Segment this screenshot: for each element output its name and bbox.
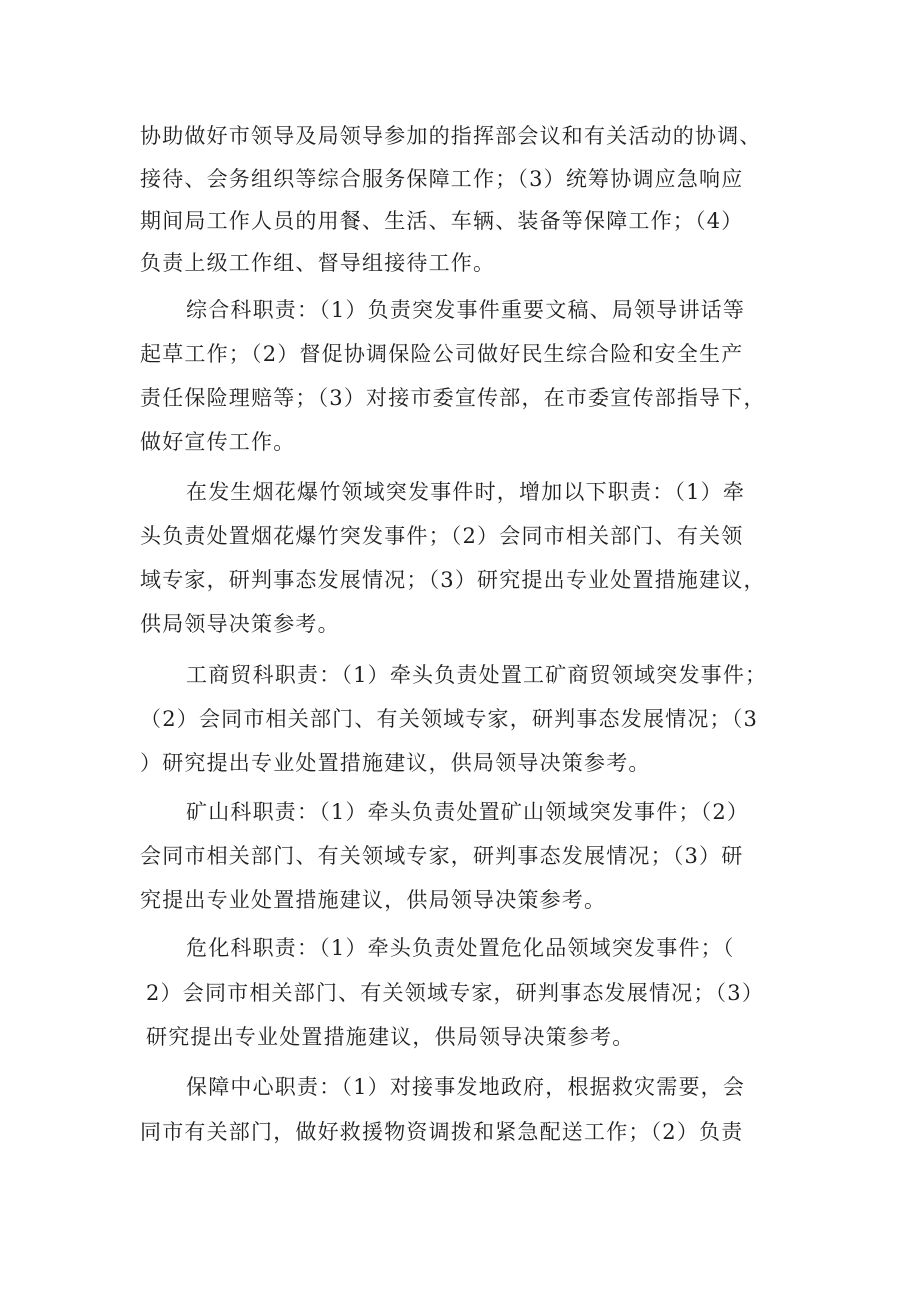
- text-line: 做好宣传工作。: [140, 430, 296, 454]
- paragraph-first-line: 工商贸科职责：（1）牵头负责处置工矿商贸领域突发事件；: [186, 663, 768, 687]
- paragraph-first-line: 危化科职责：（1）牵头负责处置危化品领域突发事件；（: [186, 936, 735, 960]
- text-line: 期间局工作人员的用餐、生活、车辆、装备等保障工作；（4）: [140, 209, 744, 233]
- text-line: 接待、会务组织等综合服务保障工作；（3）统筹协调应急响应: [140, 167, 744, 191]
- text-line: 负责上级工作组、督导组接待工作。: [140, 251, 496, 275]
- text-line: ）研究提出专业处置措施建议，供局领导决策参考。: [140, 751, 651, 775]
- paragraph-first-line: 保障中心职责：（1）对接事发地政府，根据救灾需要，会: [186, 1075, 746, 1099]
- text-line: 同市有关部门，做好救援物资调拨和紧急配送工作；（2）负责: [140, 1120, 744, 1144]
- paragraph-first-line: 综合科职责：（1）负责突发事件重要文稿、局领导讲话等: [186, 298, 746, 322]
- text-line: 头负责处置烟花爆竹突发事件；（2）会同市相关部门、有关领: [140, 524, 744, 548]
- text-line: 责任保险理赔等；（3）对接市委宣传部，在市委宣传部指导下，: [140, 386, 766, 410]
- text-line: 起草工作；（2）督促协调保险公司做好民生综合险和安全生产: [140, 342, 744, 366]
- text-line: 供局领导决策参考。: [140, 612, 340, 636]
- text-line: 究提出专业处置措施建议，供局领导决策参考。: [140, 888, 607, 912]
- text-line: 协助做好市领导及局领导参加的指挥部会议和有关活动的协调、: [140, 124, 762, 148]
- text-line: 域专家，研判事态发展情况；（3）研究提出专业处置措施建议，: [140, 568, 766, 592]
- text-line: （2）会同市相关部门、有关领域专家，研判事态发展情况；（3: [140, 707, 759, 731]
- paragraph-first-line: 矿山科职责：（1）牵头负责处置矿山领域突发事件；（2）: [186, 800, 750, 824]
- text-line: 研究提出专业处置措施建议，供局领导决策参考。: [146, 1025, 635, 1049]
- text-line: 会同市相关部门、有关领域专家，研判事态发展情况；（3）研: [140, 844, 744, 868]
- text-line: 2）会同市相关部门、有关领域专家，研判事态发展情况；（3）: [146, 981, 765, 1005]
- paragraph-first-line: 在发生烟花爆竹领域突发事件时，增加以下职责：（1）牵: [186, 480, 746, 504]
